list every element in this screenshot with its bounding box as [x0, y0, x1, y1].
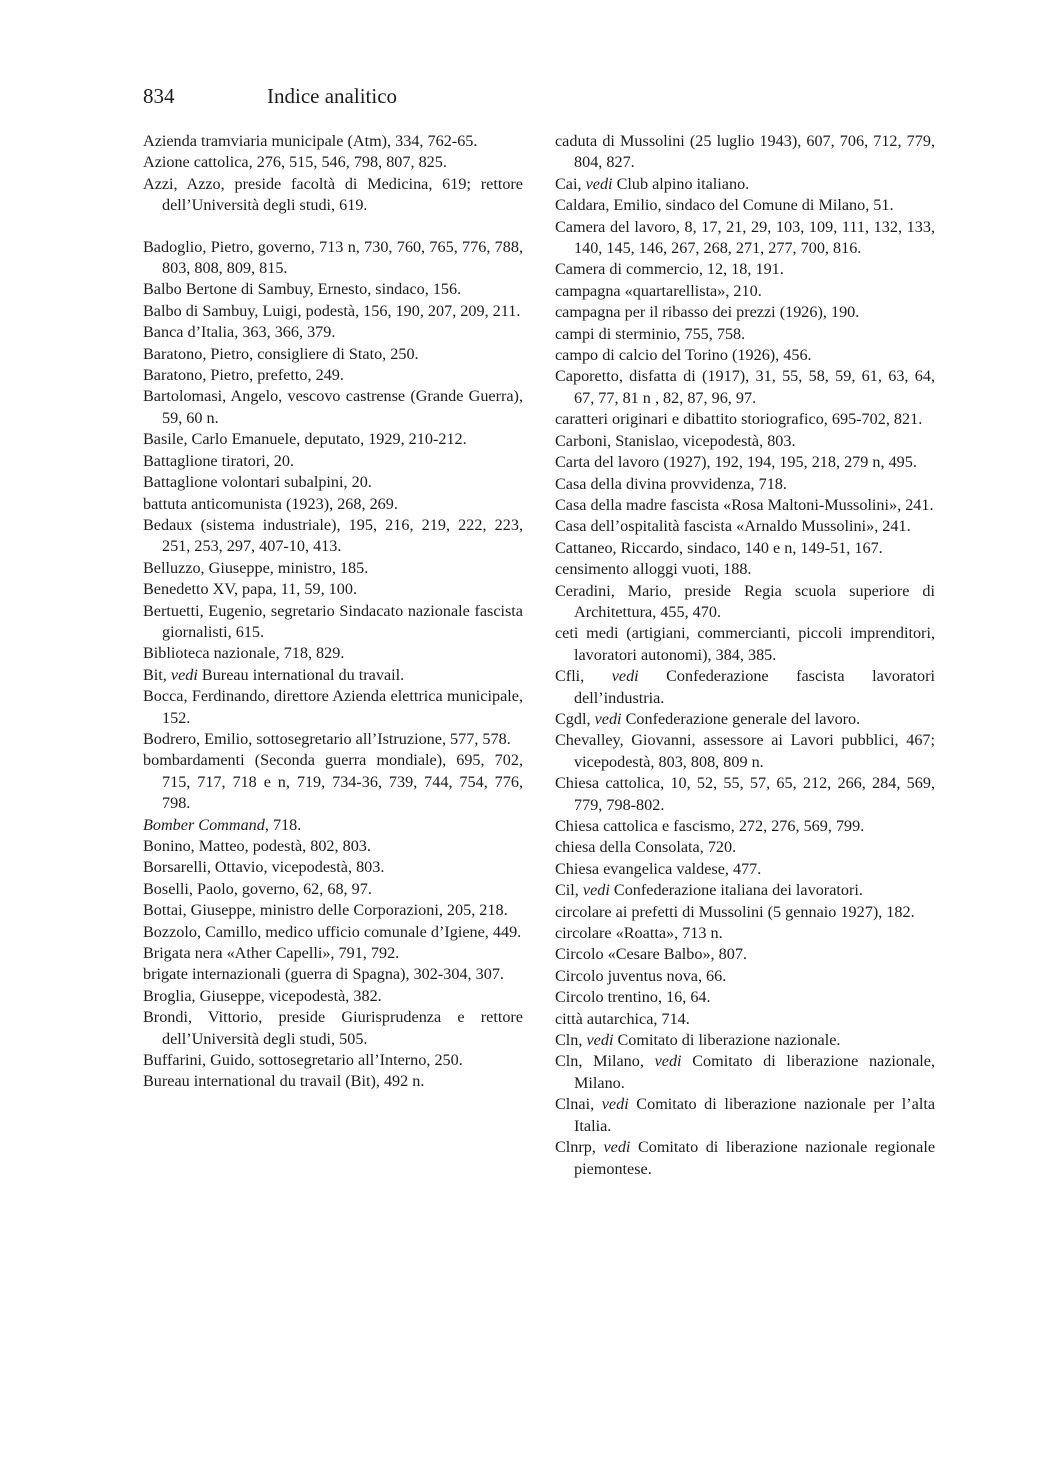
- index-entry: campi di sterminio, 755, 758.: [555, 324, 746, 343]
- index-entry: [555, 709, 935, 730]
- entry-text: Club alpino italiano.: [612, 174, 750, 193]
- entry-text: Bureau international du travail.: [197, 665, 405, 684]
- index-entry: Bertuetti, Eugenio, segretario Sindacato nazionale fascista giornalisti, 615.: [143, 601, 523, 641]
- index-entry: ceti medi (artigiani, commercianti, piccoli imprenditori, lavoratori autonomi), 384, 385.: [555, 624, 935, 664]
- page-header: [143, 84, 397, 109]
- index-entry: Balbo di Sambuy, Luigi, podestà, 156, 190, 207, 209, 211.: [143, 301, 521, 320]
- index-entry: Bartolomasi, Angelo, vescovo castrense (Grande Guerra), 59, 60 n.: [143, 387, 523, 427]
- entry-italic: vedi: [582, 881, 610, 900]
- index-entry: Bozzolo, Camillo, medico ufficio comunale d’Igiene, 449.: [143, 922, 522, 941]
- entry-italic: vedi: [654, 1052, 682, 1071]
- index-entry: Casa della divina provvidenza, 718.: [555, 474, 787, 493]
- index-entry: [555, 1094, 935, 1137]
- entry-text: Cgdl,: [555, 709, 595, 728]
- index-entry: Brondi, Vittorio, preside Giurisprudenza e rettore dell’Università degli studi, 505.: [143, 1008, 523, 1048]
- index-entry: campagna «quartarellista», 210.: [555, 281, 762, 300]
- index-entry: Cattaneo, Riccardo, sindaco, 140 e n, 149-51, 167.: [555, 538, 883, 557]
- entry-italic: vedi: [601, 1095, 629, 1114]
- page-title: Indice analitico: [267, 84, 398, 108]
- entry-italic: vedi: [170, 665, 198, 684]
- index-entry: Bonino, Matteo, podestà, 802, 803.: [143, 837, 371, 855]
- index-entry: Chiesa cattolica, 10, 52, 55, 57, 65, 212, 266, 284, 569, 779, 798-802.: [555, 774, 935, 814]
- index-entry: circolare «Roatta», 713 n.: [555, 924, 723, 943]
- entry-text: Cln, Milano,: [555, 1052, 655, 1071]
- index-entry: Basile, Carlo Emanuele, deputato, 1929, 210-212.: [143, 430, 467, 449]
- index-entry: censimento alloggi vuoti, 188.: [555, 560, 752, 579]
- entry-italic: vedi: [611, 667, 639, 686]
- index-entry: Chiesa evangelica valdese, 477.: [555, 859, 762, 878]
- index-entry: Camera del lavoro, 8, 17, 21, 29, 103, 109, 111, 132, 133, 140, 145, 146, 267, 268, 271, 277, 700, 816.: [555, 217, 935, 258]
- entry-text: Confederazione fascista lavoratori dell’industria.: [574, 667, 935, 707]
- entry-text: , 718.: [264, 815, 302, 834]
- index-entry: Azzi, Azzo, preside facoltà di Medicina, 619; rettore dell’Università degli studi, 619.: [143, 174, 523, 215]
- index-entry: Bureau international du travail (Bit), 492 n.: [143, 1072, 425, 1091]
- index-entry: [555, 1051, 935, 1094]
- index-entry: Ceradini, Mario, preside Regia scuola superiore di Architettura, 455, 470.: [555, 581, 935, 621]
- index-entry: Banca d’Italia, 363, 366, 379.: [143, 323, 336, 342]
- entry-text: Bit,: [143, 665, 171, 684]
- entry-text: Confederazione generale del lavoro.: [621, 709, 861, 728]
- entry-text: Cfli,: [555, 667, 612, 686]
- index-entry: Badoglio, Pietro, governo, 713 n, 730, 760, 765, 776, 788, 803, 808, 809, 815.: [143, 237, 523, 278]
- index-entry: caratteri originari e dibattito storiografico, 695-702, 821.: [555, 410, 923, 429]
- index-entry: Chiesa cattolica e fascismo, 272, 276, 569, 799.: [555, 817, 865, 835]
- index-entry: Azione cattolica, 276, 515, 546, 798, 807, 825.: [143, 153, 447, 172]
- entry-italic: vedi: [594, 709, 622, 728]
- index-entry: [555, 1030, 935, 1051]
- index-entry: Brigata nera «Ather Capelli», 791, 792.: [143, 944, 400, 963]
- index-entry: battuta anticomunista (1923), 268, 269.: [143, 494, 398, 513]
- index-entry: Caporetto, disfatta di (1917), 31, 55, 58, 59, 61, 63, 64, 67, 77, 81 n , 82, 87, 96, 97.: [555, 367, 935, 407]
- index-entry: brigate internazionali (guerra di Spagna), 302-304, 307.: [143, 965, 504, 984]
- index-entry: Caldara, Emilio, sindaco del Comune di Milano, 51.: [555, 196, 894, 215]
- entry-italic: Bomber Command: [143, 815, 265, 834]
- entry-text: Cai,: [555, 174, 586, 193]
- index-entry: Buffarini, Guido, sottosegretario all’Interno, 250.: [143, 1051, 463, 1070]
- entry-text: Clnrp,: [555, 1138, 604, 1157]
- entry-text: Comitato di liberazione nazionale regionale piemontese.: [574, 1138, 936, 1178]
- index-entry: Bodrero, Emilio, sottosegretario all’Istruzione, 577, 578.: [143, 729, 511, 748]
- entry-text: Cln,: [555, 1031, 587, 1050]
- index-entry: città autarchica, 714.: [555, 1009, 690, 1028]
- index-entry: Azienda tramviaria municipale (Atm), 334, 762-65.: [143, 132, 478, 150]
- index-entry: Camera di commercio, 12, 18, 191.: [555, 260, 784, 279]
- index-entry: Casa dell’ospitalità fascista «Arnaldo Mussolini», 241.: [555, 517, 911, 536]
- page-number: 834: [143, 84, 175, 108]
- index-entry: Boselli, Paolo, governo, 62, 68, 97.: [143, 879, 372, 898]
- entry-text: Cil,: [555, 881, 583, 900]
- index-entry: Battaglione tiratori, 20.: [143, 451, 295, 470]
- index-column-left: [143, 131, 523, 1093]
- index-entry: [555, 880, 935, 901]
- entry-text: Clnai,: [555, 1095, 602, 1114]
- index-entry: Baratono, Pietro, prefetto, 249.: [143, 366, 344, 385]
- entry-italic: vedi: [585, 174, 613, 193]
- index-entry: Balbo Bertone di Sambuy, Ernesto, sindaco, 156.: [143, 280, 462, 299]
- index-entry: [143, 815, 523, 836]
- index-entry: Casa della madre fascista «Rosa Maltoni-Mussolini», 241.: [555, 495, 934, 514]
- index-entry: Bottai, Giuseppe, ministro delle Corporazioni, 205, 218.: [143, 901, 508, 920]
- index-entry: chiesa della Consolata, 720.: [555, 838, 737, 857]
- index-entry: Carta del lavoro (1927), 192, 194, 195, 218, 279 n, 495.: [555, 453, 917, 472]
- entry-text: Comitato di liberazione nazionale, Milano.: [574, 1052, 936, 1092]
- entry-text: Comitato di liberazione nazionale per l’alta Italia.: [574, 1095, 936, 1135]
- index-entry: caduta di Mussolini (25 luglio 1943), 607, 706, 712, 779, 804, 827.: [555, 132, 935, 172]
- index-entry: Circolo juventus nova, 66.: [555, 966, 727, 985]
- index-entry: [143, 665, 523, 686]
- index-entry: Circolo «Cesare Balbo», 807.: [555, 945, 747, 964]
- index-entry: Borsarelli, Ottavio, vicepodestà, 803.: [143, 858, 385, 877]
- index-entry: Bocca, Ferdinando, direttore Azienda elettrica municipale, 152.: [143, 687, 523, 727]
- index-entry: Chevalley, Giovanni, assessore ai Lavori pubblici, 467; vicepodestà, 803, 808, 809 n.: [555, 731, 935, 771]
- index-entry: Benedetto XV, papa, 11, 59, 100.: [143, 580, 358, 599]
- index-entry: [555, 666, 935, 709]
- index-entry: campagna per il ribasso dei prezzi (1926), 190.: [555, 303, 860, 322]
- index-entry: campo di calcio del Torino (1926), 456.: [555, 346, 812, 365]
- index-entry: Carboni, Stanislao, vicepodestà, 803.: [555, 431, 796, 450]
- index-entry: Baratono, Pietro, consigliere di Stato, 250.: [143, 344, 419, 363]
- index-entry: Bedaux (sistema industriale), 195, 216, 219, 222, 223, 251, 253, 297, 407-10, 413.: [143, 515, 523, 556]
- index-entry: Circolo trentino, 16, 64.: [555, 988, 711, 1007]
- index-entry: [555, 1137, 935, 1180]
- index-entry: Battaglione volontari subalpini, 20.: [143, 473, 372, 492]
- index-entry: Biblioteca nazionale, 718, 829.: [143, 644, 345, 663]
- index-entry: Belluzzo, Giuseppe, ministro, 185.: [143, 558, 369, 577]
- index-entry: bombardamenti (Seconda guerra mondiale), 695, 702, 715, 717, 718 e n, 719, 734-36, 739, 744, 754, 776, 798.: [143, 751, 523, 813]
- entry-italic: vedi: [586, 1031, 614, 1050]
- index-entry: circolare ai prefetti di Mussolini (5 gennaio 1927), 182.: [555, 902, 915, 921]
- index-column-right: [555, 131, 935, 1180]
- entry-italic: vedi: [603, 1138, 631, 1157]
- entry-text: Comitato di liberazione nazionale.: [613, 1031, 841, 1050]
- entry-text: Confederazione italiana dei lavoratori.: [609, 881, 863, 900]
- index-entry: Broglia, Giuseppe, vicepodestà, 382.: [143, 986, 382, 1005]
- index-entry: [555, 174, 935, 195]
